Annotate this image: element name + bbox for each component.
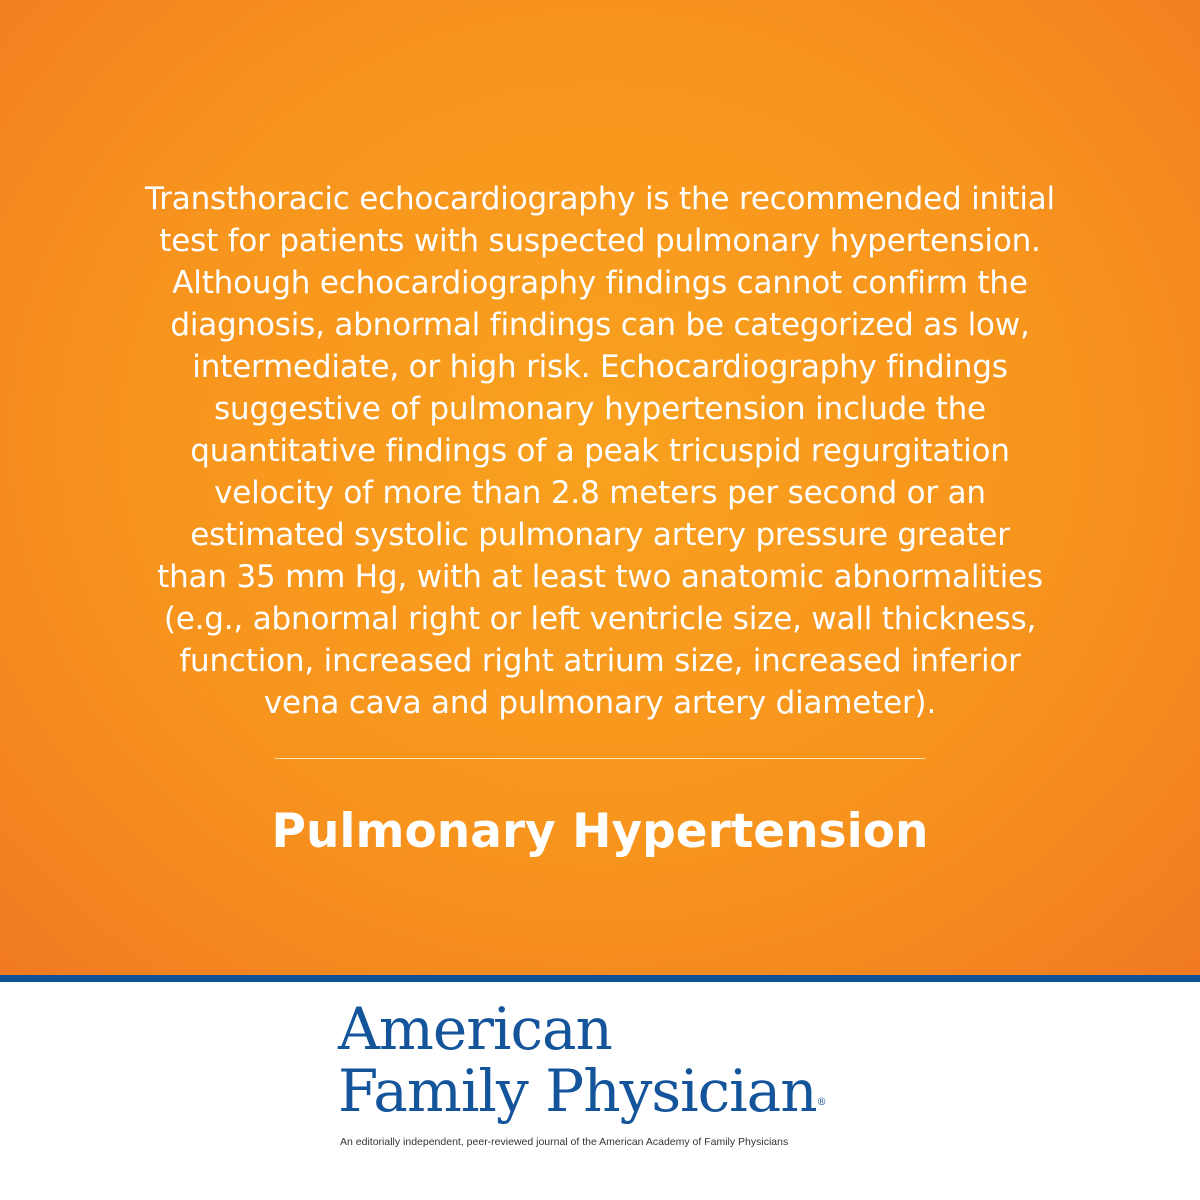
quote-line: estimated systolic pulmonary artery pressure greater [190, 517, 1010, 553]
quote-line: than 35 mm Hg, with at least two anatomic abnormalities [157, 559, 1043, 595]
quote-line: test for patients with suspected pulmonary hypertension. [159, 223, 1041, 259]
quote-line: Transthoracic echocardiography is the recommended initial [145, 181, 1055, 217]
afp-logo [338, 995, 826, 1125]
quote-line: suggestive of pulmonary hypertension include the [214, 391, 986, 427]
registered-mark: ® [816, 1097, 826, 1108]
quote-line: Although echocardiography findings cannot confirm the [172, 265, 1028, 301]
logo-line-1: American [338, 995, 612, 1063]
quote-line: velocity of more than 2.8 meters per second or an [214, 475, 986, 511]
quote-line: function, increased right atrium size, increased inferior [179, 643, 1021, 679]
divider [275, 758, 925, 759]
quote-line: intermediate, or high risk. Echocardiography findings [192, 349, 1008, 385]
quote-line: (e.g., abnormal right or left ventricle size, wall thickness, [163, 601, 1037, 637]
quote-line: diagnosis, abnormal findings can be categorized as low, [170, 307, 1030, 343]
quote-line: quantitative findings of a peak tricuspid regurgitation [190, 433, 1010, 469]
quote-line: vena cava and pulmonary artery diameter). [263, 685, 937, 721]
topic-title: Pulmonary Hypertension [271, 804, 929, 859]
quote-text [60, 178, 1140, 724]
blue-bar [0, 975, 1200, 982]
tagline: An editorially independent, peer-reviewed journal of the American Academy of Family Physicians [340, 1136, 789, 1148]
logo-line-2: Family Physician [338, 1057, 817, 1125]
